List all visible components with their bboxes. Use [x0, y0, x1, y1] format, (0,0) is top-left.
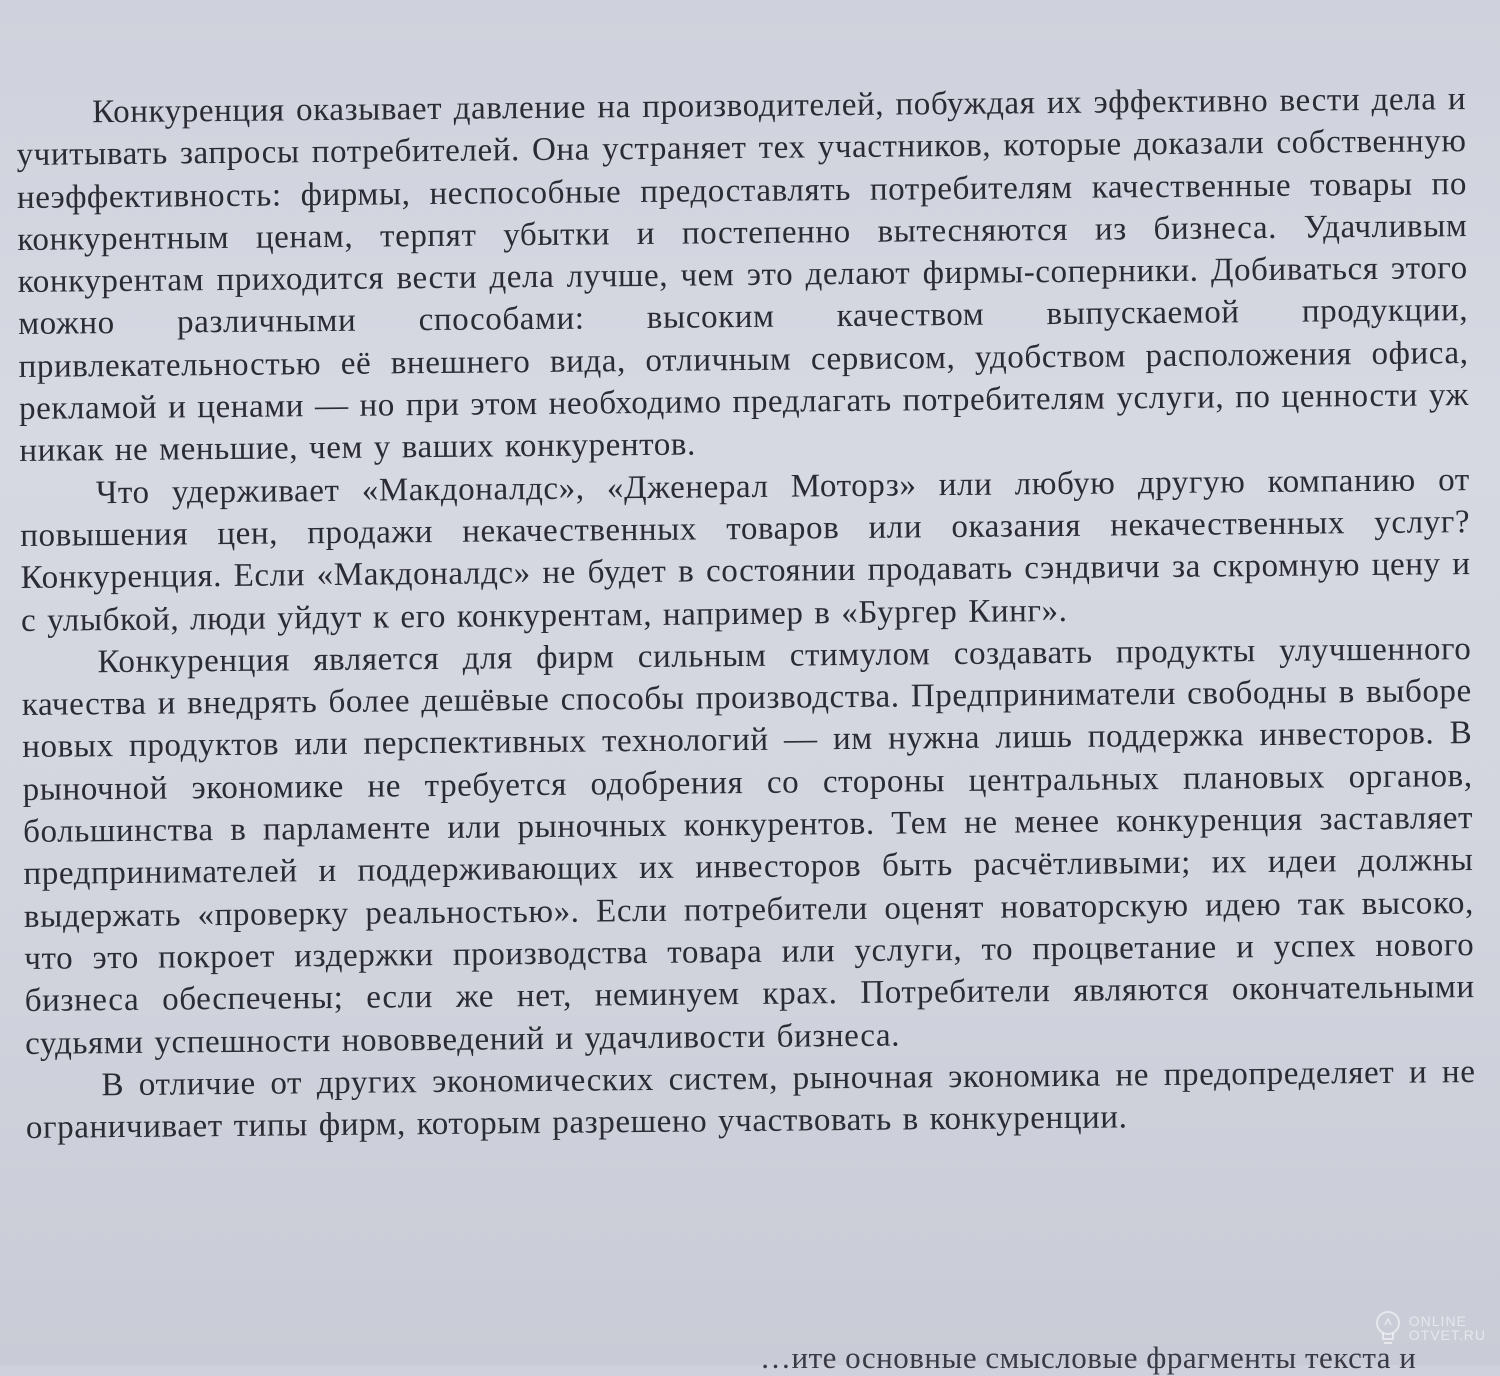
paragraph-2: Что удерживает «Макдоналдс», «Дженерал Моторз» или любую другую компанию от повышения цен, продажи некачественных товаров или оказания некачественных услуг? Конкуренция. Если «Макдоналдс» не будет в состоянии продавать сэндвичи за скромную цену и с улыбкой, люди уйдут к его конкурентам, например в «Бургер Кинг». [20, 461, 1471, 639]
watermark [1373, 1309, 1486, 1347]
paragraph-4: В отличие от других экономических систем, рыночная экономика не предопределяет и не ограничивает типы фирм, которым разрешено участвовать в конкуренции. [25, 1053, 1476, 1147]
watermark-line-2: OTVET.RU [1408, 1327, 1486, 1343]
paragraph-1: Конкуренция оказывает давление на производителей, побуждая их эффективно вести дела и учитывать запросы потребителей. Она устраняет тех участников, которые доказали собственную неэффективность: фирмы, неспособные предоставлять потребителям качественные товары по конкурентным ценам, терпят убытки и постепенно вытесняются из бизнеса. Удачливым конкурентам приходится вести дела лучше, чем это делают фирмы-соперники. Добиваться этого можно различными способами: высоким качеством выпускаемой продукции, привлекательностью её внешнего вида, отличным сервисом, удобством расположения офиса, рекламой и ценами — но при этом необходимо предлагать потребителям услуги, по ценности уж никак не меньшие, чем у ваших конкурентов. [16, 81, 1470, 470]
watermark-line-1: ONLINE [1408, 1313, 1467, 1329]
lightbulb-icon [1373, 1309, 1403, 1347]
paragraph-3: Конкуренция является для фирм сильным стимулом создавать продукты улучшенного качества и внедрять более дешёвые способы производства. Предприниматели свободны в выборе новых продуктов или перспективных технологий — им нужна лишь поддержка инвесторов. В рыночной экономике не требуется одобрения со стороны центральных плановых органов, большинства в парламенте или рыночных конкурентов. Тем не менее конкуренция заставляет предпринимателей и поддерживающих их инвесторов быть расчётливыми; их идеи должны выдержать «проверку реальностью». Если потребители оценят новаторскую идею так высоко, что это покроет издержки производства товара или услуги, то процветание и успех нового бизнеса обеспечены; если же нет, неминуем крах. Потребители являются окончательными судьями успешности нововведений и удачливости бизнеса. [21, 630, 1475, 1062]
partial-bottom-line: …ите основные смысловые фрагменты текста и [760, 1340, 1417, 1375]
document-text [16, 78, 1476, 1149]
